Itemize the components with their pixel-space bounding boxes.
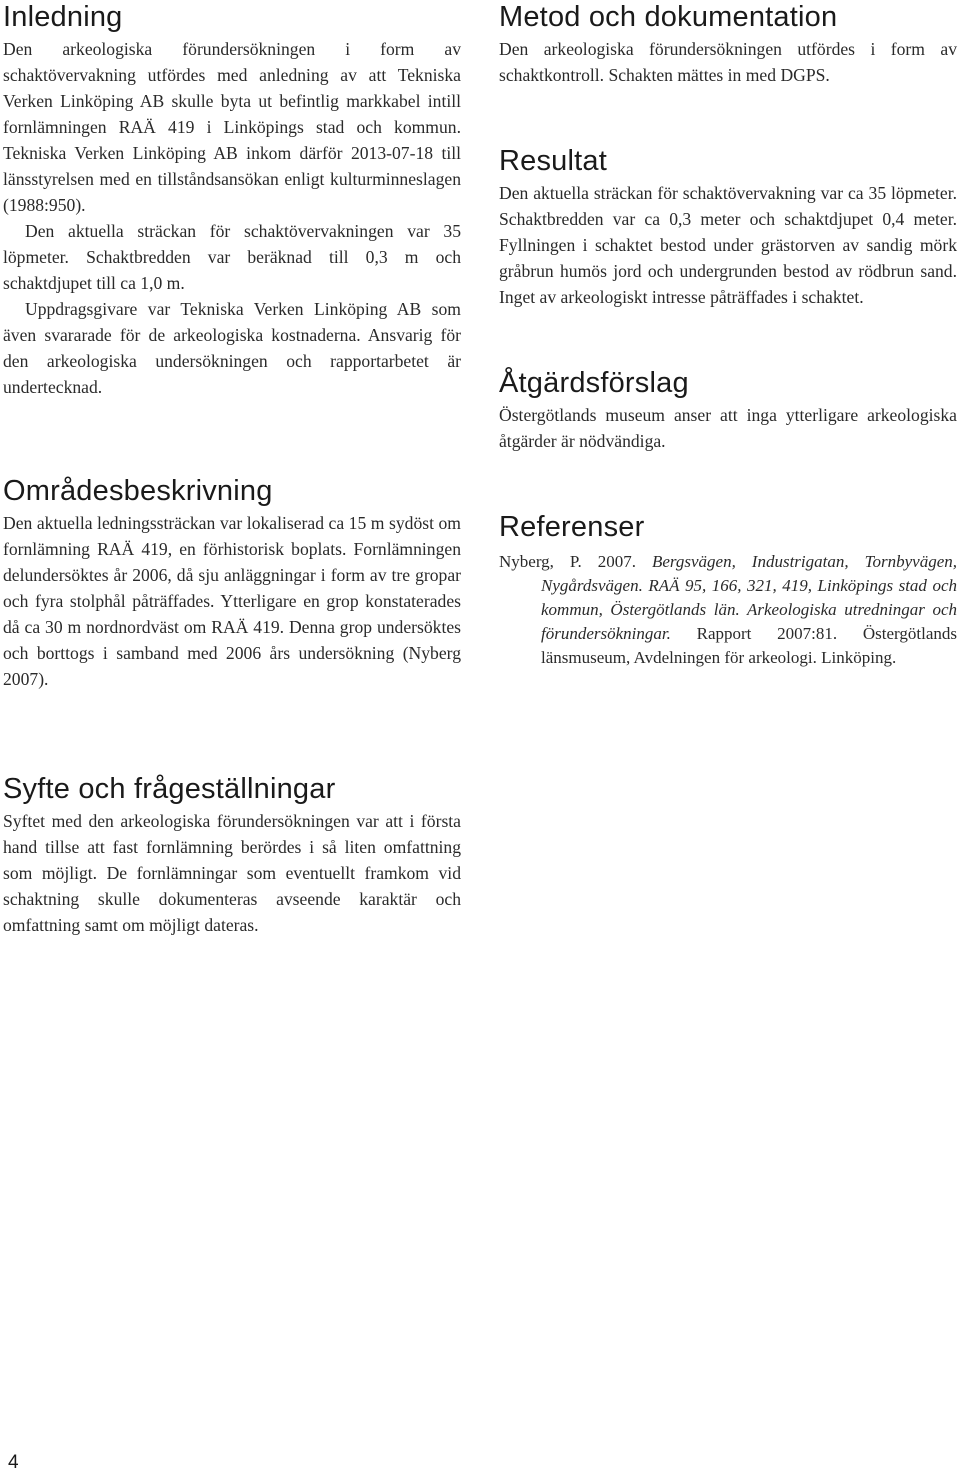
page-number: 4 [8,1452,19,1473]
section-metod [499,0,957,88]
heading-resultat: Resultat [499,145,607,177]
paragraph: Östergötlands museum anser att inga ytterligare arkeologiska åtgärder är nödvändiga. [499,405,957,451]
section-inledning [3,0,461,400]
paragraph: Den aktuella sträckan för schaktövervakning var ca 35 löpmeter. Schaktbredden var ca 0,3 meter och schaktdjupet 0,4 meter. Fyllningen i schaktet bestod under grästorven av sandig mörk gråbrun humös jord och undergrunden bestod av rödbrun sand. Inget av arkeologiskt intresse påträffades i schaktet. [499,183,957,307]
section-atgardsforslag [499,366,957,454]
paragraph: Den aktuella sträckan för schaktövervakningen var 35 löpmeter. Schaktbredden var beräknad till 0,3 m och schaktdjupet till ca 1,0 m. [3,221,461,293]
left-column [3,0,461,938]
paragraph: Den aktuella ledningssträckan var lokaliserad ca 15 m sydöst om fornlämning RAÄ 419, en förhistorisk boplats. Fornlämningen delundersöktes år 2006, då sju anläggningar i form av tre gropar och fyra stolphål påträffades. Ytterligare en grop konstaterades då ca 30 m nordnordväst om RAÄ 419. Denna grop undersöktes och borttogs i samband med 2006 års undersökning (Nyberg 2007). [3,513,461,689]
reference-title: Bergsvägen, Industrigatan, Tornbyvägen, Nygårdsvägen. RAÄ 95, 166, 321, 419, Linköpings stad och kommun, Östergötlands län. Arkeologiska utredningar och förundersökningar. [541,552,957,643]
right-column [499,0,957,670]
reference-details: Rapport 2007:81. Östergötlands länsmuseum, Avdelningen för arkeologi. Linköping. [541,624,957,667]
heading-syfte: Syfte och frågeställningar [3,773,336,805]
heading-omradesbeskrivning: Områdesbeskrivning [3,475,273,507]
reference-author: Nyberg, P. 2007. [499,552,652,571]
paragraph: Syftet med den arkeologiska förundersökningen var att i första hand tillse att fast fornlämning berördes i så liten omfattning som möjligt. De fornlämningar som eventuellt framkom vid schaktning skulle dokumenteras avseende karaktär och omfattning samt om möjligt dateras. [3,811,461,935]
paragraph: Den arkeologiska förundersökningen i form av schaktövervakning utfördes med anledning av att Tekniska Verken Linköping AB skulle byta ut befintlig markkabel intill fornlämningen RAÄ 419 i Linköpings stad och kommun. Tekniska Verken Linköping AB inkom därför 2013-07-18 till länsstyrelsen med en tillståndsansökan enligt kulturminneslagen (1988:950). [3,39,461,215]
heading-metod: Metod och dokumentation [499,1,838,33]
reference-entry [499,550,957,670]
heading-referenser: Referenser [499,511,645,543]
section-referenser [499,510,957,670]
paragraph: Den arkeologiska förundersökningen utfördes i form av schaktkontroll. Schakten mättes in med DGPS. [499,39,957,85]
heading-inledning: Inledning [3,1,123,33]
paragraph: Uppdragsgivare var Tekniska Verken Linköping AB som även svararade för de arkeologiska kostnaderna. Ansvarig för den arkeologiska undersökningen och rapportarbetet är undertecknad. [3,299,461,397]
section-omradesbeskrivning [3,474,461,692]
section-syfte [3,772,461,938]
section-resultat [499,144,957,310]
heading-atgardsforslag: Åtgärdsförslag [499,367,689,399]
